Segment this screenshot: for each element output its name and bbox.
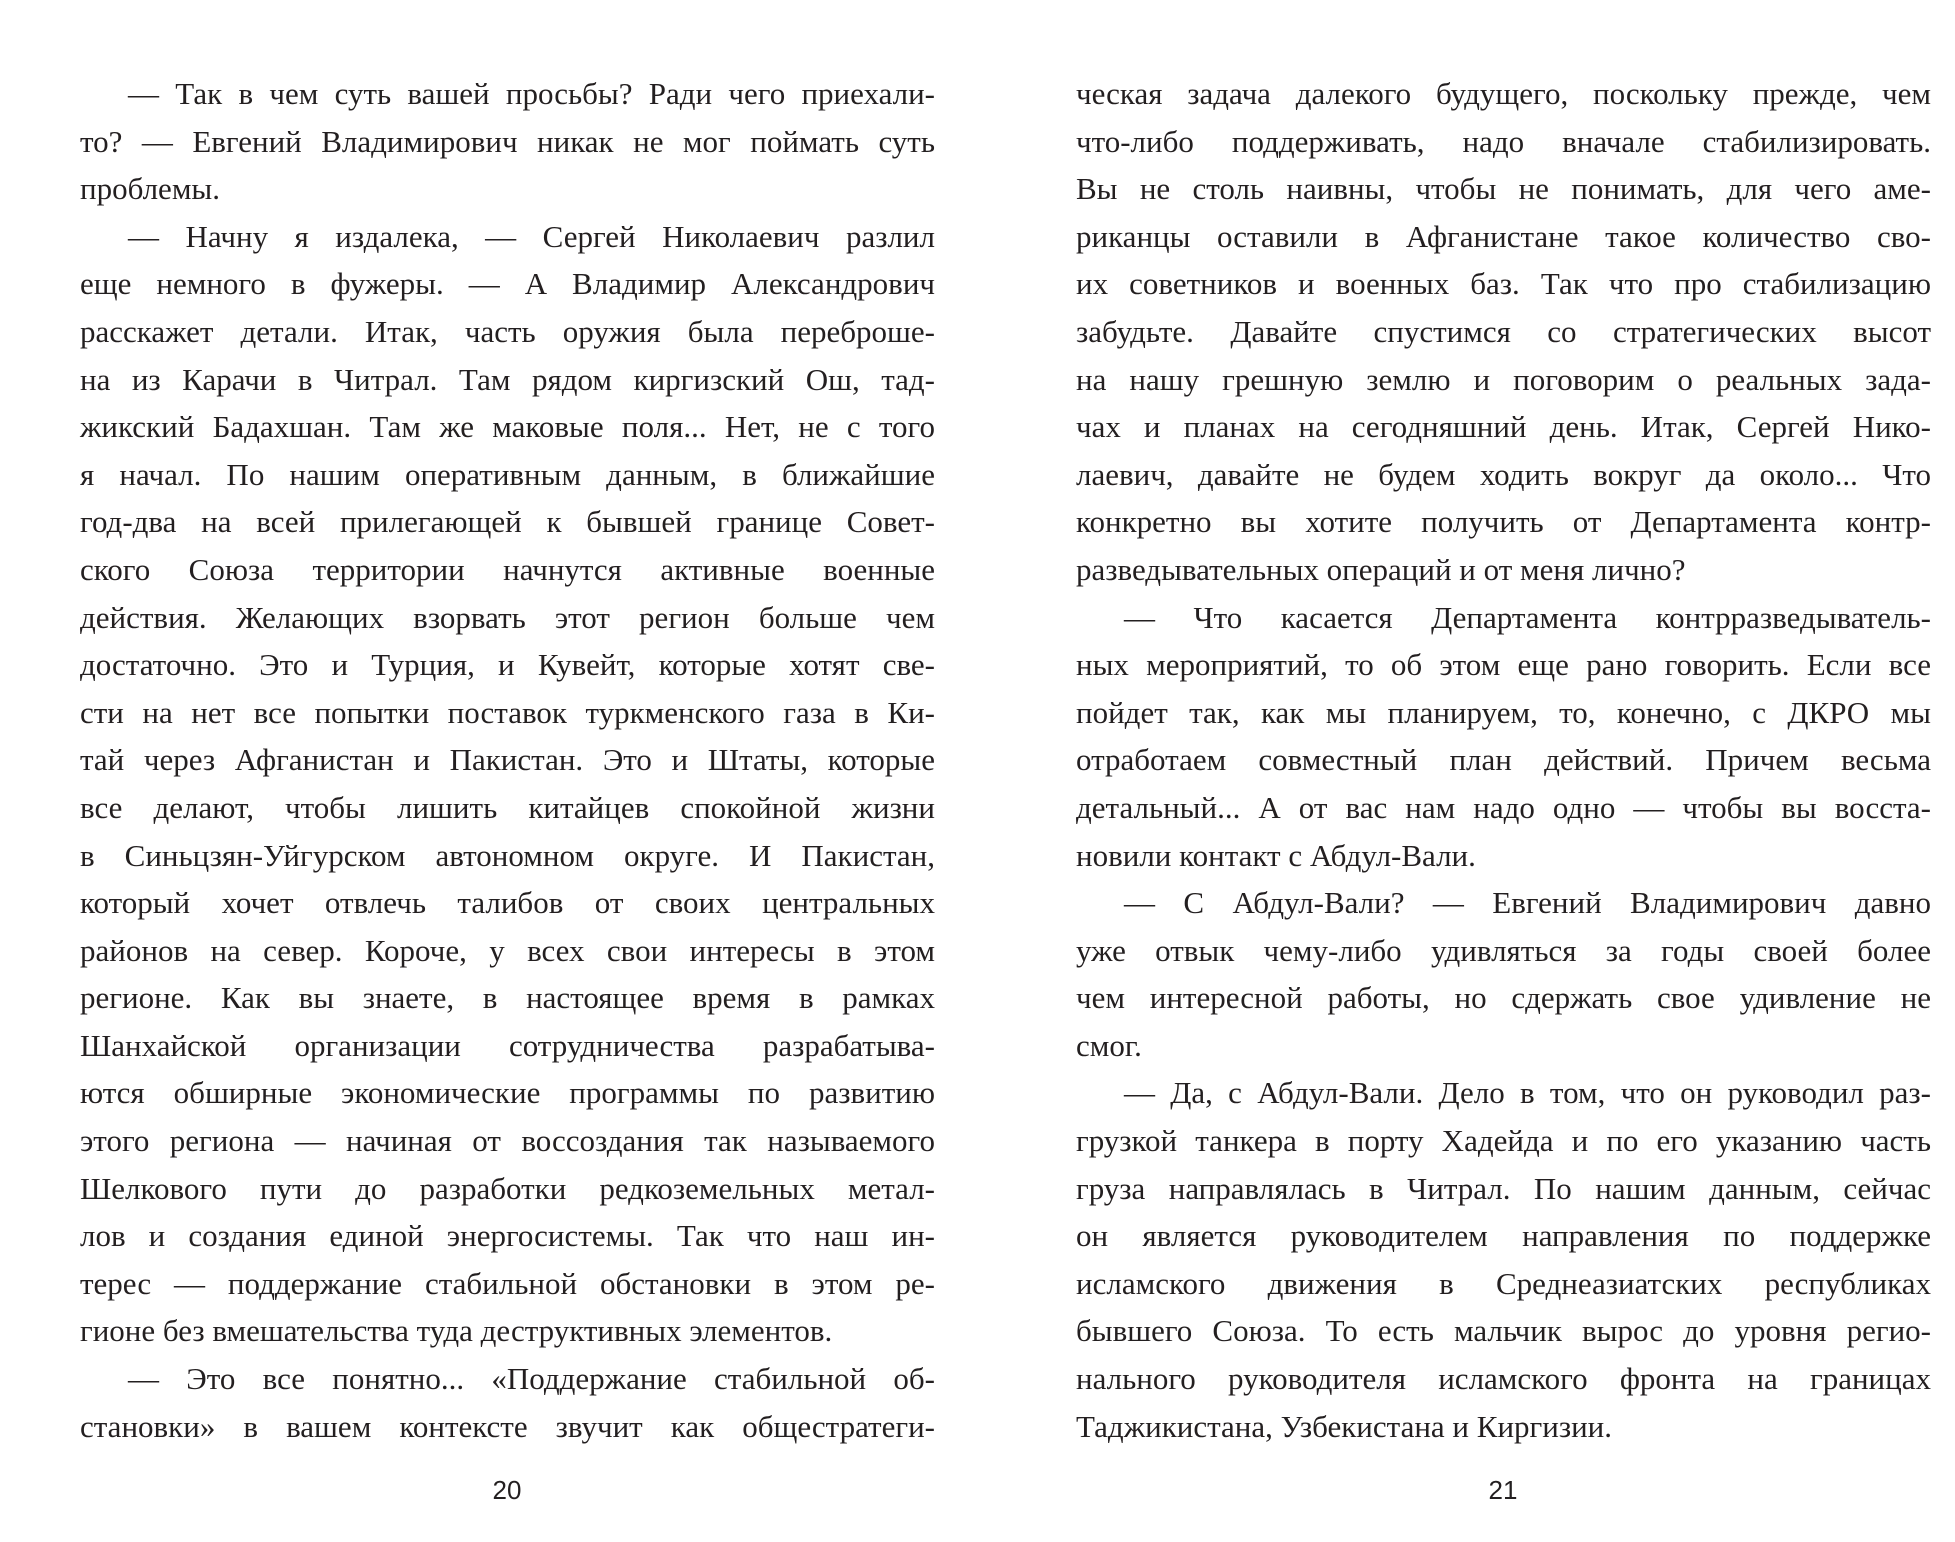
text-line: год-два на всей прилегающей к бывшей границе Совет- xyxy=(80,504,935,540)
text-line: смог. xyxy=(1076,1027,1142,1063)
text-line: Таджикистана, Узбекистана и Киргизии. xyxy=(1076,1408,1613,1444)
text-line: все делают, чтобы лишить китайцев спокойной жизни xyxy=(80,789,935,825)
left-page-number: 20 xyxy=(492,1475,522,1505)
text-line: Вы не столь наивны, чтобы не понимать, для чего аме- xyxy=(1076,171,1931,207)
text-line: терес — поддержание стабильной обстановки в этом ре- xyxy=(80,1265,935,1301)
left-page-text xyxy=(80,70,935,1450)
text-line: риканцы оставили в Афганистане такое количество сво- xyxy=(1076,218,1931,254)
text-line: жикский Бадахшан. Там же маковые поля... Нет, не с того xyxy=(80,409,935,445)
text-line: регионе. Как вы знаете, в настоящее время в рамках xyxy=(80,980,935,1016)
text-line: исламского движения в Среднеазиатских республиках xyxy=(1076,1265,1931,1301)
text-line: детальный... А от вас нам надо одно — чтобы вы восста- xyxy=(1076,789,1931,825)
text-line: — Начну я издалека, — Сергей Николаевич разлил xyxy=(128,218,935,254)
right-page-text xyxy=(1076,70,1931,1450)
text-line: то? — Евгений Владимирович никак не мог поймать суть xyxy=(80,123,935,159)
text-line: лаевич, давайте не будем ходить вокруг да около... Что xyxy=(1076,456,1931,492)
text-line: я начал. По нашим оперативным данным, в ближайшие xyxy=(80,456,935,492)
text-line: проблемы. xyxy=(80,171,221,207)
text-line: чах и планах на сегодняшний день. Итак, Сергей Нико- xyxy=(1076,409,1931,445)
text-line: их советников и военных баз. Так что про стабилизацию xyxy=(1076,266,1931,302)
text-line: уже отвык чему-либо удивляться за годы своей более xyxy=(1076,932,1931,968)
text-line: Шанхайской организации сотрудничества разрабатыва- xyxy=(80,1027,935,1063)
text-line: — Так в чем суть вашей просьбы? Ради чего приехали- xyxy=(128,76,935,111)
text-line: этого региона — начиная от воссоздания так называемого xyxy=(80,1123,935,1159)
text-line: ются обширные экономические программы по развитию xyxy=(80,1075,935,1111)
text-line: сти на нет все попытки поставок туркменского газа в Ки- xyxy=(80,694,935,730)
text-line: ского Союза территории начнутся активные военные xyxy=(80,551,935,587)
text-line: — Что касается Департамента контрразведыватель- xyxy=(1124,599,1931,635)
text-line: пойдет так, как мы планируем, то, конечно, с ДКРО мы xyxy=(1076,694,1931,730)
text-line: который хочет отвлечь талибов от своих центральных xyxy=(80,885,935,921)
right-page-number: 21 xyxy=(1488,1475,1518,1505)
text-line: тай через Афганистан и Пакистан. Это и Штаты, которые xyxy=(80,742,935,778)
text-line: действия. Желающих взорвать этот регион больше чем xyxy=(80,599,935,635)
text-line: чем интересной работы, но сдержать свое удивление не xyxy=(1076,980,1931,1016)
text-line: что-либо поддерживать, надо вначале стабилизировать. xyxy=(1076,123,1931,159)
text-line: — С Абдул-Вали? — Евгений Владимирович давно xyxy=(1124,885,1931,921)
text-line: становки» в вашем контексте звучит как общестратеги- xyxy=(80,1408,935,1444)
text-line: груза направлялась в Читрал. По нашим данным, сейчас xyxy=(1076,1170,1931,1206)
text-line: достаточно. Это и Турция, и Кувейт, которые хотят све- xyxy=(80,647,935,683)
text-line: новили контакт с Абдул-Вали. xyxy=(1076,837,1476,873)
text-line: — Да, с Абдул-Вали. Дело в том, что он руководил раз- xyxy=(1124,1075,1931,1111)
text-line: отработаем совместный план действий. Причем весьма xyxy=(1076,742,1931,778)
text-line: разведывательных операций и от меня лично? xyxy=(1076,551,1686,587)
text-line: на из Карачи в Читрал. Там рядом киргизский Ош, тад- xyxy=(80,361,935,397)
text-line: еще немного в фужеры. — А Владимир Александрович xyxy=(80,266,935,302)
text-line: на нашу грешную землю и поговорим о реальных зада- xyxy=(1076,361,1931,397)
text-line: в Синьцзян-Уйгурском автономном округе. И Пакистан, xyxy=(80,837,935,873)
text-line: — Это все понятно... «Поддержание стабильной об- xyxy=(128,1361,935,1397)
text-line: забудьте. Давайте спустимся со стратегических высот xyxy=(1076,313,1931,349)
text-line: районов на север. Короче, у всех свои интересы в этом xyxy=(80,932,935,968)
text-line: Шелкового пути до разработки редкоземельных метал- xyxy=(80,1170,935,1206)
text-line: гионе без вмешательства туда деструктивных элементов. xyxy=(80,1313,833,1349)
text-line: ных мероприятий, то об этом еще рано говорить. Если все xyxy=(1076,647,1931,683)
text-line: расскажет детали. Итак, часть оружия была переброше- xyxy=(80,313,935,349)
text-line: нального руководителя исламского фронта на границах xyxy=(1076,1361,1931,1397)
text-line: лов и создания единой энергосистемы. Так что наш ин- xyxy=(80,1218,935,1254)
text-line: бывшего Союза. То есть мальчик вырос до уровня регио- xyxy=(1076,1313,1931,1349)
text-line: конкретно вы хотите получить от Департамента контр- xyxy=(1076,504,1931,540)
text-line: ческая задача далекого будущего, поскольку прежде, чем xyxy=(1076,76,1931,111)
text-line: грузкой танкера в порту Хадейда и по его указанию часть xyxy=(1076,1123,1931,1159)
text-line: он является руководителем направления по поддержке xyxy=(1076,1218,1931,1254)
